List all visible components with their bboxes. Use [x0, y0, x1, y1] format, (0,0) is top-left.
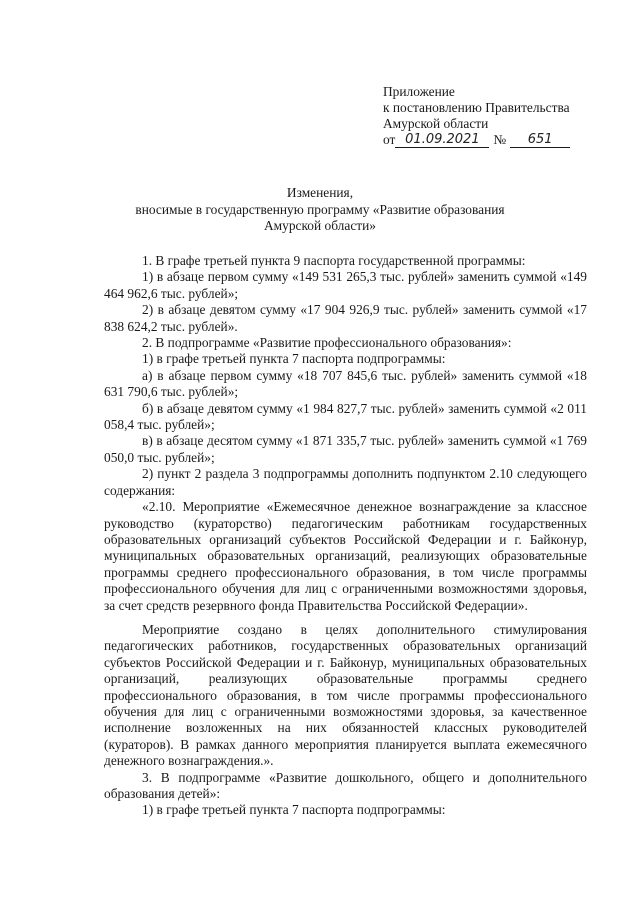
appendix-header: [383, 84, 613, 148]
paragraph: 1) в графе третьей пункта 7 паспорта подпрограммы:: [142, 802, 446, 818]
paragraph: 1) в графе третьей пункта 7 паспорта подпрограммы:: [142, 351, 446, 367]
from-label: от: [383, 132, 396, 147]
title-line-2: вносимые в государственную программу «Развитие образования: [135, 201, 505, 217]
document-title: [120, 185, 520, 235]
title-line-3: Амурской области»: [264, 218, 376, 233]
appendix-line-3: Амурской области: [383, 116, 489, 131]
paragraph: 1. В графе третьей пункта 9 паспорта государственной программы:: [142, 253, 526, 268]
paragraph: 2) пункт 2 раздела 3 подпрограммы дополнить подпунктом 2.10 следующего содержания:: [104, 466, 587, 498]
paragraph: б) в абзаце девятом сумму «1 984 827,7 тыс. рублей» заменить суммой «2 011 058,4 тыс. рублей»;: [104, 400, 587, 433]
paragraph: 1) в абзаце первом сумму «149 531 265,3 тыс. рублей» заменить суммой «149 464 962,6 тыс. рублей»;: [104, 269, 587, 301]
paragraph: в) в абзаце десятом сумму «1 871 335,7 тыс. рублей» заменить суммой «1 769 050,0 тыс. рублей»;: [104, 433, 587, 465]
appendix-line-1: Приложение: [383, 84, 455, 99]
appendix-date-number: [383, 132, 613, 148]
document-body: [104, 253, 587, 819]
number-label: №: [493, 132, 507, 147]
handwritten-date: 01.09.2021: [395, 133, 489, 148]
handwritten-number: 651: [510, 133, 570, 148]
title-line-1: Изменения,: [286, 185, 354, 200]
paragraph: 2. В подпрограмме «Развитие профессионального образования»:: [142, 335, 512, 351]
paragraph: «2.10. Мероприятие «Ежемесячное денежное вознаграждение за классное руководство (кураторство) педагогическим работникам государственных образовательных организаций субъектов Российской Федерации и г. Байконур, муниципальных образовательных организаций, реализующих образовательные программы среднего профессионального образования, в том числе программы профессионального обучения для лиц с ограниченными возможностями здоровья, за счет средств резервного фонда Правительства Российской Федерации».: [104, 499, 587, 613]
paragraph: 3. В подпрограмме «Развитие дошкольного, общего и дополнительного образования детей»:: [104, 769, 587, 801]
paragraph: 2) в абзаце девятом сумму «17 904 926,9 тыс. рублей» заменить суммой «17 838 624,2 тыс. рублей».: [104, 302, 587, 334]
paragraph: Мероприятие создано в целях дополнительного стимулирования педагогических работников, государственных образовательных организаций субъектов Российской Федерации и г. Байконур, муниципальных образовательных организаций, реализующих образовательные программы среднего профессионального образования, в том числе программы профессионального обучения для лиц с ограниченными возможностями здоровья, за качественное исполнение возложенных на них обязанностей классных руководителей (кураторов). В рамках данного мероприятия планируется выплата ежемесячного денежного вознаграждения.».: [104, 621, 587, 769]
paragraph: а) в абзаце первом сумму «18 707 845,6 тыс. рублей» заменить суммой «18 631 790,6 тыс. рублей»;: [104, 367, 587, 400]
appendix-line-2: к постановлению Правительства: [383, 100, 570, 115]
